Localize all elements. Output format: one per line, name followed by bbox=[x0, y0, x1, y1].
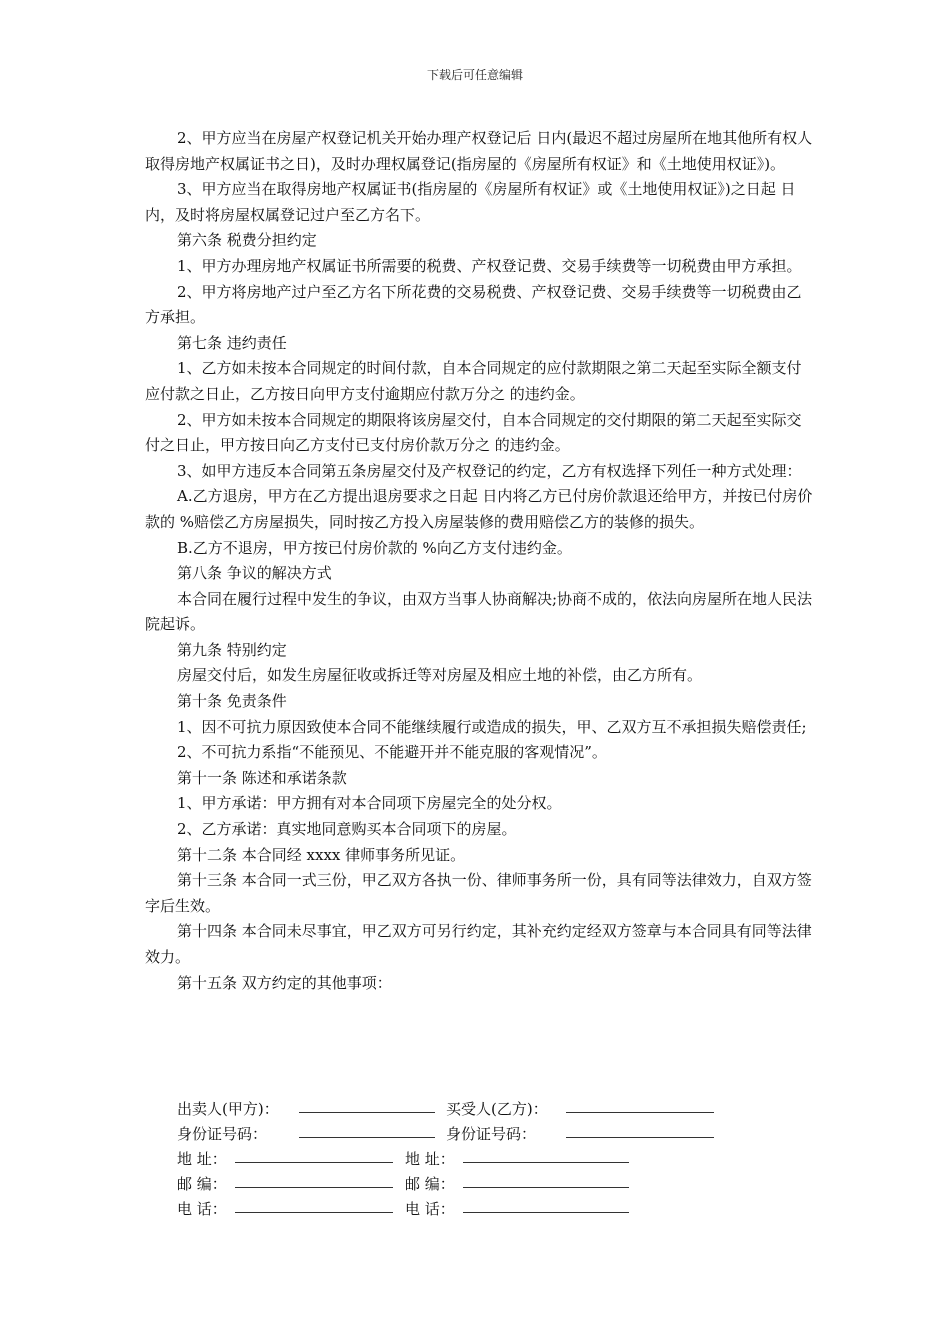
clause-paragraph: 1、甲方承诺：甲方拥有对本合同项下房屋完全的处分权。 bbox=[177, 794, 562, 813]
id-label-seller: 身份证号码： bbox=[177, 1125, 268, 1143]
article-heading: 第十五条 双方约定的其他事项： bbox=[177, 973, 392, 992]
postcode-label-buyer: 邮 编： bbox=[405, 1175, 455, 1193]
clause-paragraph: 2、甲方应当在房屋产权登记机关开始办理产权登记后 日内(最迟不超过房屋所在地其他所有权人取得房地产权属证书之日)，及时办理权属登记(指房屋的《房屋所有权证》和《土地使用权证》)。 bbox=[145, 129, 813, 173]
clause-paragraph: 本合同在履行过程中发生的争议，由双方当事人协商解决;协商不成的，依法向房屋所在地人民法院起诉。 bbox=[145, 589, 813, 634]
article-heading: 第八条 争议的解决方式 bbox=[177, 564, 332, 583]
id-blank-buyer[interactable] bbox=[566, 1123, 714, 1142]
phone-blank-seller[interactable] bbox=[235, 1198, 393, 1217]
article-heading: 第十三条 本合同一式三份，甲乙双方各执一份、律师事务所一份，具有同等法律效力，自双方签字后生效。 bbox=[145, 871, 812, 915]
clause-paragraph: 1、甲方办理房地产权属证书所需要的税费、产权登记费、交易手续费等一切税费由甲方承担。 bbox=[177, 256, 802, 275]
page-header: 下载后可任意编辑 bbox=[426, 68, 523, 82]
clause-paragraph: 房屋交付后，如发生房屋征收或拆迁等对房屋及相应土地的补偿，由乙方所有。 bbox=[177, 666, 703, 685]
article-heading: 第七条 违约责任 bbox=[177, 333, 287, 352]
postcode-blank-seller[interactable] bbox=[235, 1173, 393, 1192]
clause-paragraph: B.乙方不退房，甲方按已付房价款的 %向乙方支付违约金。 bbox=[177, 538, 572, 557]
id-blank-seller[interactable] bbox=[299, 1123, 435, 1142]
phone-blank-buyer[interactable] bbox=[463, 1198, 629, 1217]
phone-label-seller: 电 话： bbox=[177, 1200, 227, 1218]
clause-paragraph: A.乙方退房，甲方在乙方提出退房要求之日起 日内将乙方已付房价款退还给甲方，并按已付房价款的 %赔偿乙方房屋损失，同时按乙方投入房屋装修的费用赔偿乙方的装修的损失。 bbox=[145, 487, 813, 531]
address-label-buyer: 地 址： bbox=[405, 1150, 455, 1168]
clause-paragraph: 2、甲方将房地产过户至乙方名下所花费的交易税费、产权登记费、交易手续费等一切税费由乙方承担。 bbox=[145, 282, 802, 327]
article-heading: 第十一条 陈述和承诺条款 bbox=[177, 768, 347, 787]
address-blank-buyer[interactable] bbox=[463, 1148, 629, 1167]
postcode-label-seller: 邮 编： bbox=[177, 1175, 227, 1193]
article-heading: 第六条 税费分担约定 bbox=[177, 231, 317, 250]
clause-paragraph: 2、甲方如未按本合同规定的期限将该房屋交付，自本合同规定的交付期限的第二天起至实际交付之日止，甲方按日向乙方支付已支付房价款万分之 的违约金。 bbox=[145, 410, 802, 455]
clause-paragraph: 3、如甲方违反本合同第五条房屋交付及产权登记的约定，乙方有权选择下列任一种方式处理： bbox=[177, 461, 802, 480]
address-blank-seller[interactable] bbox=[235, 1148, 393, 1167]
postcode-blank-buyer[interactable] bbox=[463, 1173, 629, 1192]
contract-body bbox=[145, 126, 815, 996]
article-heading: 第十条 免责条件 bbox=[177, 692, 287, 711]
clause-paragraph: 1、乙方如未按本合同规定的时间付款，自本合同规定的应付款期限之第二天起至实际全额支付应付款之日止，乙方按日向甲方支付逾期应付款万分之 的违约金。 bbox=[145, 359, 802, 403]
article-heading: 第十四条 本合同未尽事宜，甲乙双方可另行约定，其补充约定经双方签章与本合同具有同等法律效力。 bbox=[145, 922, 812, 966]
seller-blank[interactable] bbox=[299, 1098, 435, 1117]
address-label-seller: 地 址： bbox=[177, 1150, 227, 1168]
clause-paragraph: 2、乙方承诺：真实地同意购买本合同项下的房屋。 bbox=[177, 820, 517, 839]
clause-paragraph: 3、甲方应当在取得房地产权属证书(指房屋的《房屋所有权证》或《土地使用权证》)之日起 日内，及时将房屋权属登记过户至乙方名下。 bbox=[145, 180, 796, 224]
buyer-label: 买受人(乙方)： bbox=[446, 1100, 548, 1118]
clause-paragraph: 1、因不可抗力原因致使本合同不能继续履行或造成的损失，甲、乙双方互不承担损失赔偿责任; bbox=[177, 717, 807, 736]
buyer-blank[interactable] bbox=[566, 1098, 714, 1117]
clause-paragraph: 2、不可抗力系指“不能预见、不能避开并不能克服的客观情况”。 bbox=[177, 743, 607, 762]
article-heading: 第九条 特别约定 bbox=[177, 640, 287, 659]
seller-label: 出卖人(甲方)： bbox=[177, 1100, 279, 1118]
article-heading: 第十二条 本合同经 xxxx 律师事务所见证。 bbox=[177, 845, 466, 864]
phone-label-buyer: 电 话： bbox=[405, 1200, 455, 1218]
id-label-buyer: 身份证号码： bbox=[446, 1125, 537, 1143]
